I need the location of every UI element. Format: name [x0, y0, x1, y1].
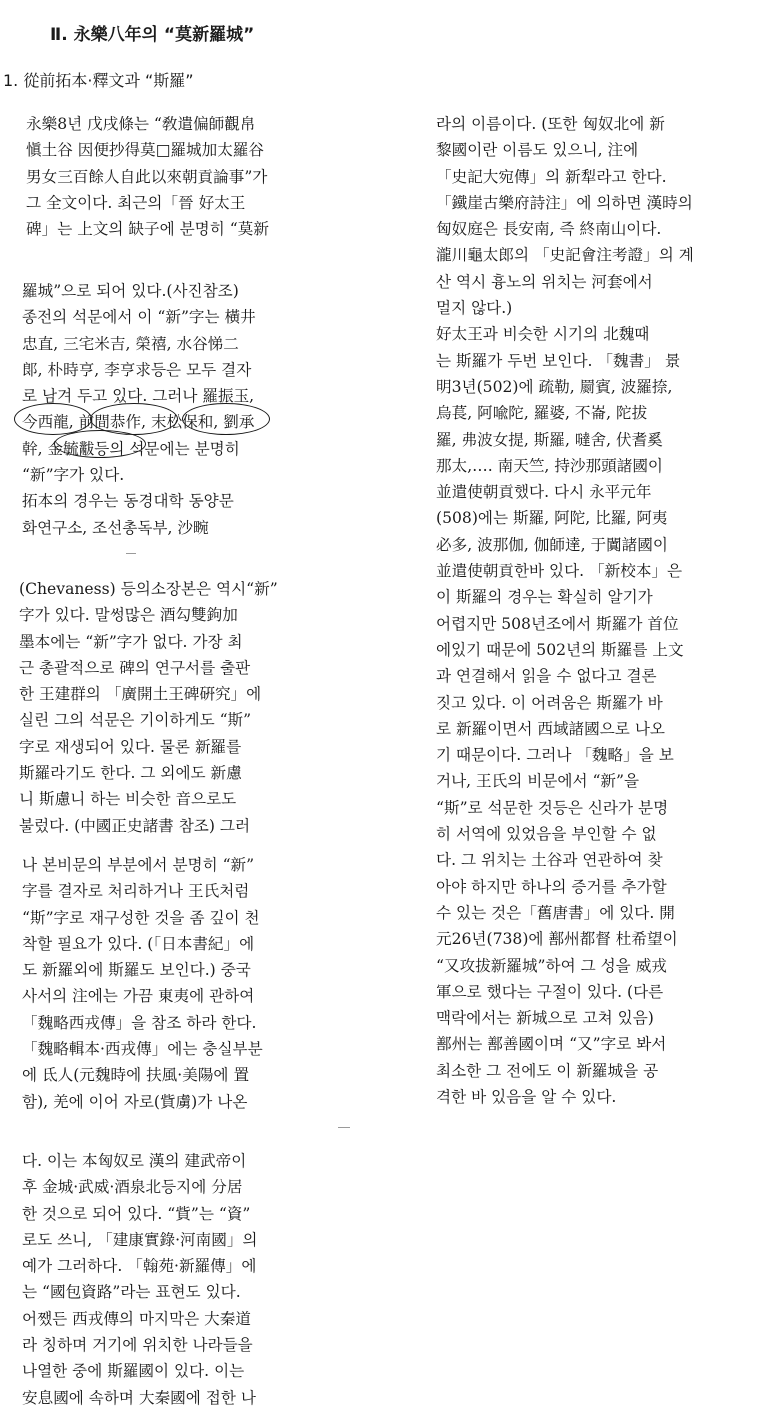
- text-line: 로 新羅이면서 西域諸國으로 나오: [436, 719, 665, 738]
- text-line: 는 “國包資路”라는 표현도 있다.: [22, 1283, 241, 1302]
- text-line: 한 王建群의 「廣開土王碑硏究」에: [19, 685, 262, 704]
- page-divider-mark: [338, 1127, 350, 1128]
- text-line: 에있기 때문에 502년의 斯羅를 上文: [436, 640, 684, 659]
- text-line: 라의 이름이다. (또한 匈奴北에 新: [436, 115, 665, 133]
- text-line: 함), 羌에 이어 자로(貲虜)가 나온: [22, 1092, 248, 1111]
- text-line: 永樂8년 戊戌條는 “敎遣偏師觀帛: [26, 115, 256, 133]
- text-line: 라 칭하며 거기에 위치한 나라들을: [22, 1336, 253, 1355]
- text-line: 로도 쓰니, 「建康實錄·河南國」의: [22, 1230, 258, 1249]
- text-line: 나 본비문의 부분에서 분명히 “新”: [22, 856, 255, 874]
- text-line: “斯”로 석문한 것등은 신라가 분명: [436, 798, 669, 817]
- text-line: 郞, 朴時亨, 李亨求등은 모두 결자: [22, 360, 252, 379]
- text-line: 다. 그 위치는 土谷과 연관하여 찾: [436, 851, 663, 870]
- text-line: 幹, 金毓黻등의 석문에는 분명히: [22, 439, 240, 458]
- text-line: 明3년(502)에 疏勒, 罽賓, 波羅捺,: [436, 377, 673, 396]
- text-line: 並遣使朝貢한바 있다. 「新校本」은: [436, 562, 683, 581]
- text-line: 今西龍, 前間恭作, 末松保和, 劉承: [22, 413, 255, 432]
- text-line: 화연구소, 조선총독부, 沙畹: [22, 518, 209, 537]
- text-line: 착할 필요가 있다. (「日本書紀」에: [22, 934, 255, 953]
- text-line: 羅, 弗波女提, 斯羅, 噠舍, 伏耆奚: [436, 430, 663, 449]
- text-line: 아야 하지만 하나의 증거를 추가할: [436, 877, 667, 896]
- text-line: 불렀다. (中國正史諸書 참조) 그러: [19, 816, 251, 835]
- text-line: 이 斯羅의 경우는 확실히 알기가: [436, 588, 653, 607]
- text-line: 어렵지만 508년조에서 斯羅가 首位: [436, 614, 679, 633]
- text-line: 那太,…. 南天竺, 持沙那頭諸國이: [436, 456, 663, 475]
- text-line: 후 金城·武威·酒泉北등지에 分居: [22, 1178, 243, 1197]
- text-line: 匈奴庭은 長安南, 즉 終南山이다.: [436, 220, 662, 239]
- text-line: 瀧川龜太郎의 「史記會注考證」의 계: [436, 246, 694, 265]
- text-line: 예가 그러하다. 「翰苑·新羅傳」에: [22, 1257, 257, 1276]
- text-line: 並遣使朝貢했다. 다시 永平元年: [436, 483, 652, 502]
- right-column-block-1: [436, 111, 746, 1110]
- text-line: 멀지 않다.): [436, 299, 513, 318]
- text-line: 愼土谷 因便抄得莫□羅城加太羅谷: [26, 141, 265, 160]
- text-line: 어쨌든 西戎傳의 마지막은 大秦道: [22, 1309, 251, 1328]
- text-line: 「鐵崖古樂府詩注」에 의하면 漢時의: [436, 193, 693, 212]
- text-line: 그 全文이다. 최근의「晉 好太王: [26, 193, 246, 212]
- text-line: 근 총괄적으로 碑의 연구서를 출판: [19, 658, 251, 677]
- text-line: 실린 그의 석문은 기이하게도 “斯”: [19, 711, 252, 730]
- text-line: 好太王과 비슷한 시기의 北魏때: [436, 325, 650, 344]
- text-line: 鄯州는 鄯善國이며 “又”字로 봐서: [436, 1035, 667, 1054]
- text-line: 종전의 석문에서 이 “新”字는 橫井: [22, 308, 256, 327]
- text-line: 나열한 중에 斯羅國이 있다. 이는: [22, 1362, 245, 1381]
- text-line: 에 氐人(元魏時에 扶風·美陽에 置: [22, 1066, 250, 1085]
- text-line: 忠直, 三宅米吉, 榮禧, 水谷悌二: [22, 334, 239, 353]
- text-line: 羅城”으로 되어 있다.(사진참조): [22, 282, 239, 300]
- text-line: 최소한 그 전에도 이 新羅城을 공: [436, 1061, 659, 1080]
- text-line: 元26년(738)에 鄯州都督 杜希望이: [436, 930, 678, 949]
- text-line: 字를 결자로 처리하거나 王氏처럼: [22, 882, 250, 901]
- text-line: (Chevaness) 등의소장본은 역시“新”: [19, 580, 278, 598]
- text-line: 수 있는 것은「舊唐書」에 있다. 開: [436, 903, 675, 922]
- text-line: 히 서역에 있었음을 부인할 수 없: [436, 825, 657, 844]
- section-heading: Ⅱ. 永樂八年의 “莫新羅城”: [50, 25, 255, 45]
- text-line: 격한 바 있음을 알 수 있다.: [436, 1087, 617, 1106]
- text-line: 사서의 注에는 가끔 東夷에 관하여: [22, 987, 255, 1006]
- subsection-heading: 1. 從前拓本·釋文과 “斯羅”: [3, 71, 194, 90]
- text-line: 「魏略輯本·西戎傳」에는 충실부분: [22, 1040, 263, 1059]
- text-line: “又攻拔新羅城”하여 그 성을 威戎: [436, 956, 667, 975]
- left-column-block-3: [19, 576, 342, 839]
- text-line: 거나, 王氏의 비문에서 “新”을: [436, 772, 640, 791]
- text-line: 黎國이란 이름도 있으니, 注에: [436, 141, 639, 160]
- text-line: “新”字가 있다.: [22, 466, 125, 485]
- left-column-block-5: [22, 1148, 342, 1411]
- text-line: 다. 이는 本匈奴로 漢의 建武帝이: [22, 1152, 247, 1170]
- text-line: 니 斯慮니 하는 비슷한 音으로도: [19, 790, 237, 809]
- text-line: 字가 있다. 말썽많은 酒勾雙鉤加: [19, 606, 238, 625]
- text-line: 「魏略西戎傳」을 참조 하라 한다.: [22, 1013, 257, 1032]
- text-line: 로 남겨 두고 있다. 그러나 羅振玉,: [22, 387, 255, 406]
- left-column-block-1: [26, 111, 341, 242]
- text-line: “斯”字로 재구성한 것을 좀 깊이 천: [22, 908, 260, 927]
- text-line: 拓本의 경우는 동경대학 동양문: [22, 492, 234, 511]
- text-line: 碑」는 上文의 缺子에 분명히 “莫新: [26, 220, 269, 239]
- text-line: 한 것으로 되어 있다. “貲”는 “資”: [22, 1204, 251, 1223]
- text-line: 軍으로 했다는 구절이 있다. (다른: [436, 982, 664, 1001]
- text-line: 墨本에는 “新”字가 없다. 가장 최: [19, 632, 243, 651]
- left-column-block-2: [22, 278, 342, 541]
- left-column-block-4: [22, 852, 342, 1115]
- text-line: 斯羅라기도 한다. 그 외에도 新慮: [19, 764, 242, 783]
- text-line: 烏萇, 阿喩陀, 羅婆, 不崙, 陀拔: [436, 404, 648, 423]
- text-line: 男女三百餘人自此以來朝貢論事”가: [26, 167, 268, 186]
- text-line: 「史記大宛傳」의 新犁라고 한다.: [436, 167, 667, 186]
- text-line: 맥락에서는 新城으로 고쳐 있음): [436, 1009, 654, 1028]
- page-divider-mark: [126, 553, 136, 554]
- text-line: 安息國에 속하며 大秦國에 접한 나: [22, 1388, 256, 1407]
- text-line: 과 연결해서 읽을 수 없다고 결론: [436, 667, 657, 686]
- text-line: 도 新羅외에 斯羅도 보인다.) 중국: [22, 961, 251, 980]
- text-line: 字로 재생되어 있다. 물론 新羅를: [19, 737, 242, 756]
- text-line: 必多, 波那伽, 伽師達, 于闐諸國이: [436, 535, 668, 554]
- text-line: 짓고 있다. 이 어려움은 斯羅가 바: [436, 693, 663, 712]
- text-line: 기 때문이다. 그러나 「魏略」을 보: [436, 746, 674, 765]
- text-line: (508)에는 斯羅, 阿陀, 比羅, 阿夷: [436, 509, 668, 528]
- text-line: 는 斯羅가 두번 보인다. 「魏書」 景: [436, 351, 681, 370]
- text-line: 산 역시 흉노의 위치는 河套에서: [436, 272, 653, 291]
